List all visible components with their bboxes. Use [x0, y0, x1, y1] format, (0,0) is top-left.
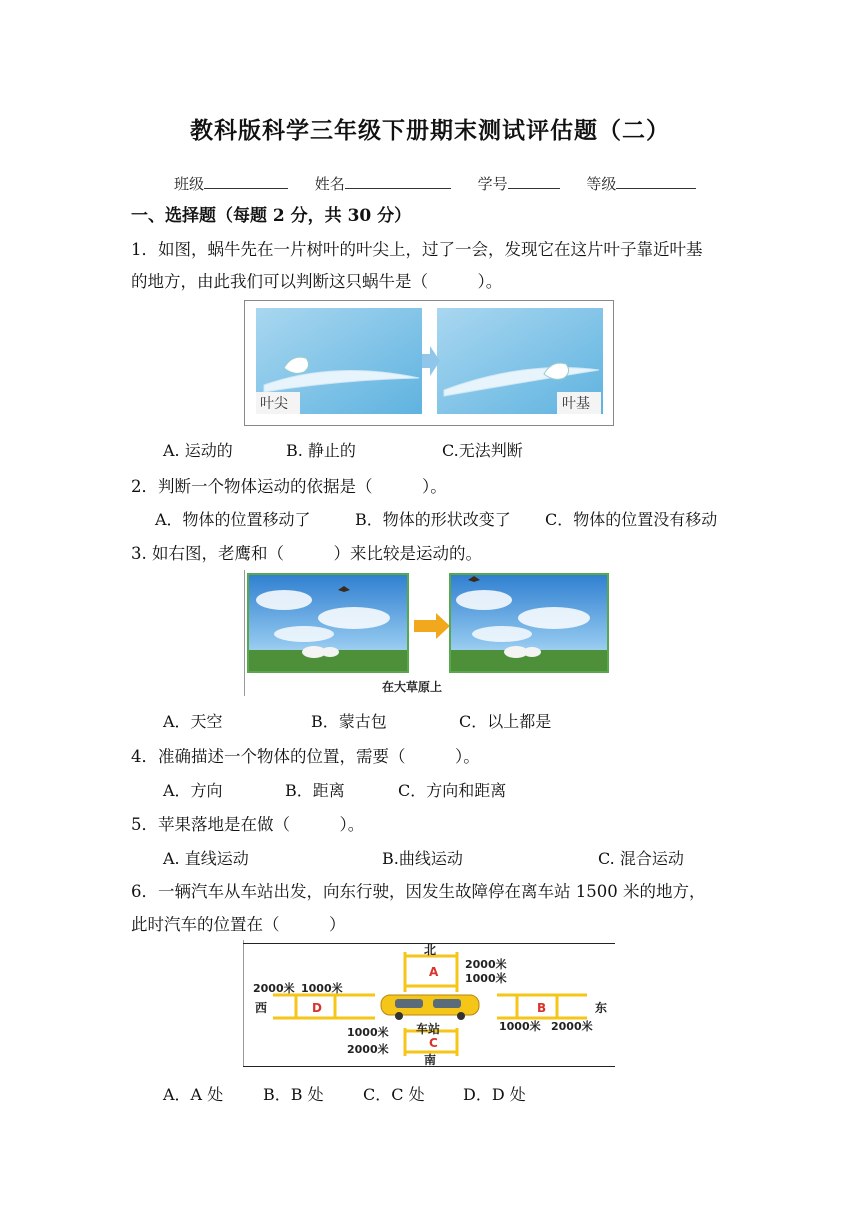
station-label: 车站: [416, 1022, 441, 1036]
south-2000-label: 2000米: [347, 1043, 389, 1056]
q1-option-c: C.无法判断: [442, 441, 523, 460]
q5-option-c: C. 混合运动: [598, 849, 684, 868]
point-a-label: A: [429, 965, 439, 979]
arrow-right-icon-2: [414, 613, 450, 639]
q3-option-b: B．蒙古包: [311, 712, 387, 731]
south-1000-label: 1000米: [347, 1026, 389, 1039]
south-label: 南: [424, 1053, 437, 1067]
q6-text-line1: 6．一辆汽车从车站出发，向东行驶，因发生故障停在离车站 1500 米的地方，: [131, 882, 706, 901]
q3-grassland-figure: [244, 570, 612, 698]
north-label: 北: [424, 943, 437, 957]
q5-text: 5．苹果落地是在做（ ）。: [131, 815, 365, 834]
q6-option-d: D．D 处: [463, 1085, 526, 1104]
q2-option-c: C．物体的位置没有移动: [545, 510, 718, 529]
grassland-panel-right: [450, 574, 608, 672]
east-1000-label: 1000米: [499, 1020, 541, 1033]
q4-text: 4．准确描述一个物体的位置，需要（ ）。: [131, 747, 480, 766]
leaf-tip-label: 叶尖: [260, 396, 288, 412]
grade-label: 等级: [586, 175, 617, 193]
q1-text-line1: 1．如图，蜗牛先在一片树叶的叶尖上，过了一会，发现它在这片叶子靠近叶基: [131, 240, 703, 259]
q1-text-line2: 的地方，由此我们可以判断这只蜗牛是（ ）。: [131, 272, 503, 291]
q3-text: 3. 如右图，老鹰和（ ）来比较是运动的。: [131, 544, 482, 563]
number-blank: [508, 174, 560, 189]
north-2000-label: 2000米: [465, 958, 507, 971]
grade-blank: [616, 174, 696, 189]
north-1000-label: 1000米: [465, 972, 507, 985]
grassland-panel-left: [248, 574, 408, 672]
q6-option-b: B．B 处: [263, 1085, 324, 1104]
section-heading: 一、选择题（每题 2 分，共 30 分）: [131, 206, 412, 226]
q3-option-c: C．以上都是: [459, 712, 552, 731]
name-label: 姓名: [314, 175, 345, 193]
q5-option-b: B.曲线运动: [382, 849, 463, 868]
q1-snail-figure: [244, 300, 614, 426]
point-c-label: C: [429, 1036, 438, 1050]
point-b-label: B: [537, 1001, 547, 1015]
west-2000-label: 2000米: [253, 982, 295, 995]
name-blank: [345, 174, 451, 189]
q6-option-a: A．A 处: [163, 1085, 224, 1104]
car-icon: [381, 995, 479, 1020]
q2-option-b: B．物体的形状改变了: [355, 510, 511, 529]
info-row: [174, 173, 696, 194]
west-label: 西: [255, 1001, 268, 1015]
class-blank: [204, 174, 288, 189]
east-2000-label: 2000米: [551, 1020, 593, 1033]
class-label: 班级: [174, 175, 205, 193]
q4-option-b: B．距离: [285, 781, 345, 800]
q1-option-b: B. 静止的: [286, 441, 356, 460]
west-1000-label: 1000米: [301, 982, 343, 995]
q6-option-c: C．C 处: [363, 1085, 425, 1104]
q5-option-a: A. 直线运动: [163, 849, 249, 868]
number-label: 学号: [477, 175, 508, 193]
q6-position-map: [243, 940, 615, 1068]
page-title: 教科版科学三年级下册期末测试评估题（二）: [190, 117, 670, 144]
grassland-caption: 在大草原上: [382, 680, 443, 694]
q3-option-a: A．天空: [163, 712, 223, 731]
q2-option-a: A．物体的位置移动了: [155, 510, 311, 529]
q6-text-line2: 此时汽车的位置在（ ）: [131, 915, 346, 934]
q4-option-c: C．方向和距离: [398, 781, 507, 800]
point-d-label: D: [312, 1001, 322, 1015]
q4-option-a: A．方向: [163, 781, 223, 800]
q2-text: 2．判断一个物体运动的依据是（ ）。: [131, 477, 447, 496]
east-label: 东: [595, 1001, 608, 1015]
leaf-base-label: 叶基: [562, 396, 590, 412]
q1-option-a: A. 运动的: [163, 441, 233, 460]
